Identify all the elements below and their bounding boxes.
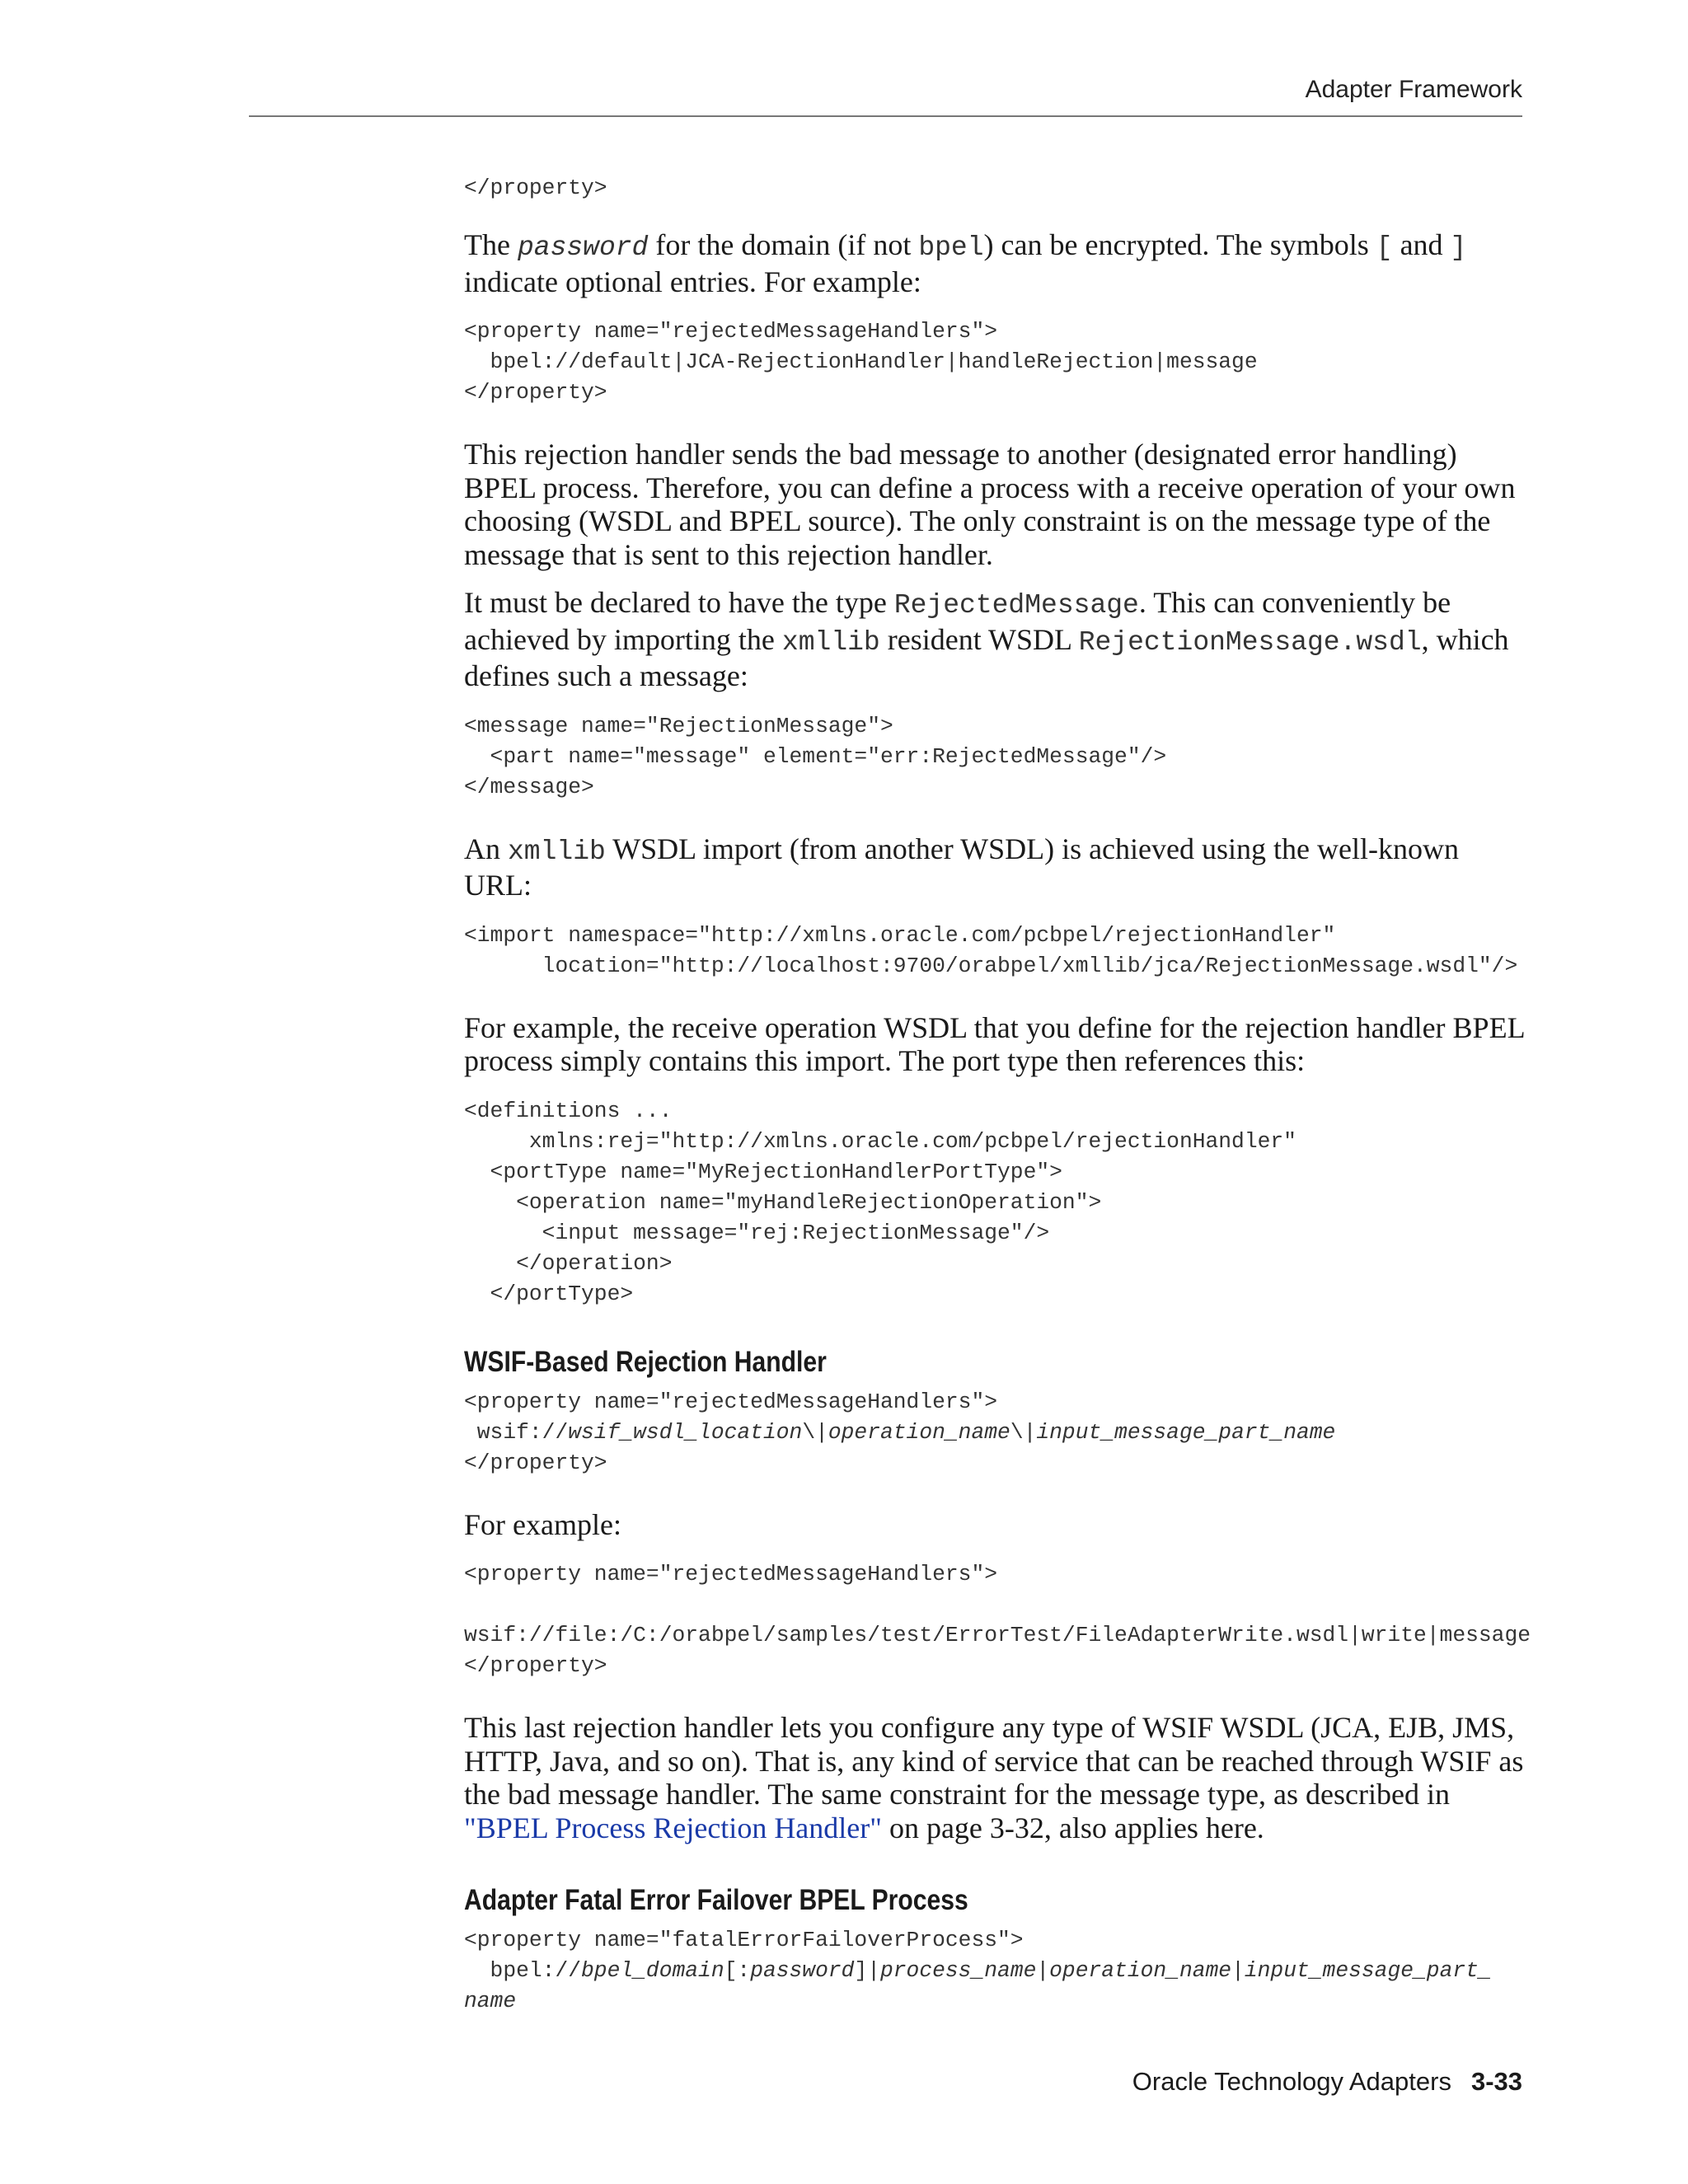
- code-variable: input_message_part_: [1244, 1958, 1492, 1983]
- page-number: 3-33: [1470, 2067, 1522, 2096]
- code-variable: process_name: [880, 1958, 1037, 1983]
- code-line: <property name="rejectedMessageHandlers">: [464, 1389, 998, 1414]
- page-footer: [1132, 2067, 1522, 2097]
- code-text: |: [1231, 1958, 1245, 1983]
- inline-code: password: [517, 232, 649, 263]
- inline-code: bpel: [918, 232, 984, 263]
- code-text: \|: [1010, 1419, 1037, 1445]
- code-text: bpel://: [464, 1958, 582, 1983]
- inline-code: [: [1376, 232, 1393, 263]
- code-line: <property name="fatalErrorFailoverProcess">: [464, 1928, 1024, 1952]
- code-text: |: [1036, 1958, 1050, 1983]
- code-block-wsif-example: <property name="rejectedMessageHandlers"> wsif://file:/C:/orabpel/samples/test/ErrorTest/FileAdapterWrite.wsdl|write|message </property>: [464, 1562, 1531, 1678]
- inline-code: xmllib: [781, 626, 880, 658]
- paragraph-xmllib-import: [464, 832, 1527, 902]
- text: The: [464, 228, 518, 261]
- code-text: [:: [724, 1958, 751, 1983]
- text: , which defines such a message:: [464, 622, 1509, 692]
- paragraph-for-example: For example:: [464, 1507, 621, 1541]
- code-block-bpel-handler: <property name="rejectedMessageHandlers"> bpel://default|JCA-RejectionHandler|handleRejection|message </property>: [464, 319, 1258, 405]
- paragraph-receive-operation: For example, the receive operation WSDL that you define for the rejection handler BPEL process simply contains this import. The port type then references this:: [464, 1010, 1525, 1077]
- cross-reference-link[interactable]: "BPEL Process Rejection Handler": [464, 1811, 882, 1844]
- code-block-import: <import namespace="http://xmlns.oracle.com/pcbpel/rejectionHandler" location="http://localhost:9700/orabpel/xmllib/jca/RejectionMessage.wsdl"/>: [464, 922, 1518, 978]
- section-heading-failover: Adapter Fatal Error Failover BPEL Process: [464, 1884, 968, 1916]
- text: resident WSDL: [879, 622, 1079, 656]
- code-variable: password: [750, 1958, 855, 1983]
- code-variable: operation_name: [828, 1419, 1010, 1445]
- page-content: [464, 173, 1531, 2017]
- section-heading-wsif: WSIF-Based Rejection Handler: [464, 1345, 827, 1378]
- code-text: wsif://: [464, 1419, 569, 1445]
- text: indicate optional entries. For example:: [464, 265, 921, 298]
- code-block-definitions: <definitions ... xmlns:rej="http://xmlns.oracle.com/pcbpel/rejectionHandler" <portType name="MyRejectionHandlerPortType"> <operation name="myHandleRejectionOperation"> <input message="rej:RejectionMessage"/> </operation> </portType>: [464, 1098, 1296, 1306]
- code-variable: bpel_domain: [581, 1958, 724, 1983]
- inline-code: RejectionMessage.wsdl: [1078, 626, 1422, 658]
- text: This last rejection handler lets you configure any type of WSIF WSDL (JCA, EJB, JMS, HTTP, Java, and so on). That is, any kind of service that can be reached through WSIF as the bad message handler. The same constraint for the message type, as described in: [464, 1711, 1524, 1811]
- header-rule: [249, 115, 1522, 117]
- inline-code: RejectedMessage: [893, 590, 1139, 621]
- code-line: </property>: [464, 1450, 607, 1475]
- code-block-rejection-message: <message name="RejectionMessage"> <part name="message" element="err:RejectedMessage"/> </message>: [464, 713, 1167, 799]
- code-block-failover: [464, 1925, 1527, 2017]
- text: for the domain (if not: [648, 228, 919, 261]
- code-variable: input_message_part_name: [1036, 1419, 1336, 1445]
- text: WSDL import (from another WSDL) is achieved using the well-known URL:: [464, 832, 1459, 902]
- code-text: \|: [802, 1419, 828, 1445]
- code-block-closing-property: </property>: [464, 176, 607, 200]
- paragraph-rejected-message-type: [464, 586, 1527, 693]
- text: on page 3-32, also applies here.: [881, 1811, 1264, 1844]
- code-variable: operation_name: [1049, 1958, 1232, 1983]
- paragraph-wsif-description: [464, 1711, 1527, 1844]
- code-text: ]|: [854, 1958, 880, 1983]
- code-variable: name: [464, 1989, 517, 2013]
- inline-code: ]: [1450, 232, 1467, 263]
- footer-title: Oracle Technology Adapters: [1132, 2067, 1451, 2096]
- paragraph-password-encryption: [464, 228, 1527, 298]
- text: It must be declared to have the type: [464, 586, 894, 619]
- text: . This can conveniently be achieved by importing the: [464, 586, 1451, 656]
- code-block-wsif-handler: [464, 1387, 1527, 1479]
- paragraph-rejection-handler: This rejection handler sends the bad message to another (designated error handling) BPEL process. Therefore, you can define a process with a receive operation of your own choosing (WSDL and BPEL source). The only constraint is on the message type of the message that is sent to this rejection handler.: [464, 438, 1516, 571]
- text: and: [1392, 228, 1451, 261]
- text: ) can be encrypted. The symbols: [983, 228, 1376, 261]
- running-header: Adapter Framework: [1305, 76, 1522, 103]
- text: An: [464, 832, 508, 865]
- inline-code: xmllib: [508, 836, 606, 867]
- code-variable: wsif_wsdl_location: [568, 1419, 803, 1445]
